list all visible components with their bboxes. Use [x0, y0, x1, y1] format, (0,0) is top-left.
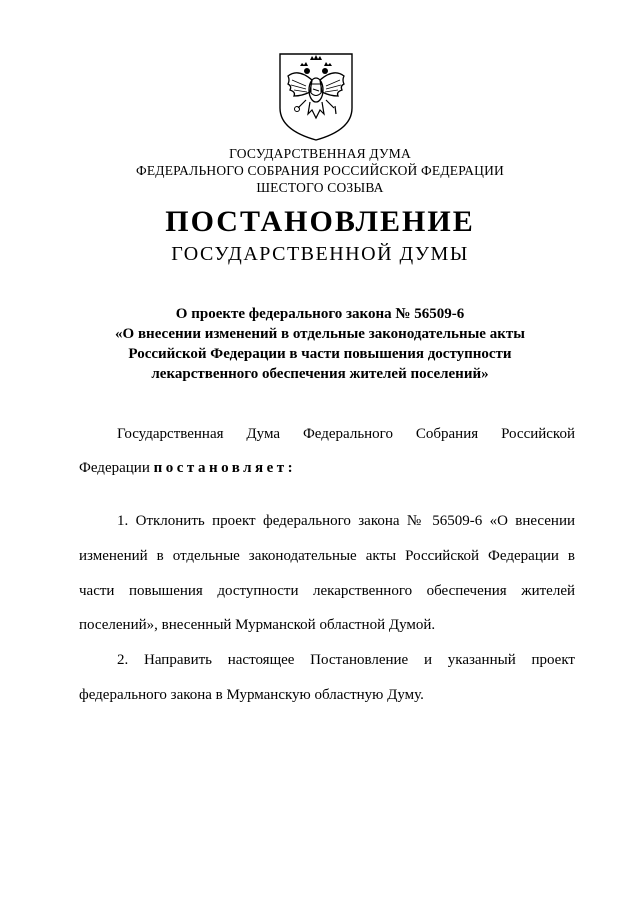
- intro-federation-word: Федерации: [79, 460, 154, 476]
- item2-line-1: 2. Направить настоящее Постановление и указанный проект: [117, 652, 575, 668]
- item1-line-3: части повышения доступности лекарственного обеспечения жителей: [79, 583, 575, 599]
- resolves-word: постановляет:: [153, 460, 297, 476]
- coat-of-arms-icon: [276, 50, 356, 142]
- subject-line-4: лекарственного обеспечения жителей поселений»: [151, 366, 489, 382]
- header-line-assembly: ФЕДЕРАЛЬНОГО СОБРАНИЯ РОССИЙСКОЙ ФЕДЕРАЦИИ: [136, 163, 504, 178]
- header-line-convocation: ШЕСТОГО СОЗЫВА: [256, 180, 384, 195]
- item1-line-2: изменений в отдельные законодательные акты Российской Федерации в: [79, 548, 575, 564]
- item2-line-2: федерального закона в Мурманскую областную Думу.: [79, 687, 424, 703]
- subject-line-2: «О внесении изменений в отдельные законодательные акты: [115, 326, 525, 342]
- document-title: ПОСТАНОВЛЕНИЕ: [165, 205, 475, 238]
- item1-line-4: поселений», внесенный Мурманской областной Думой.: [79, 617, 436, 633]
- item1-line-1: 1. Отклонить проект федерального закона № 56509-6 «О внесении: [117, 513, 575, 529]
- document-subtitle: ГОСУДАРСТВЕННОЙ ДУМЫ: [171, 243, 469, 265]
- header-line-duma: ГОСУДАРСТВЕННАЯ ДУМА: [229, 146, 411, 161]
- subject-line-1: О проекте федерального закона № 56509-6: [175, 306, 465, 322]
- intro-line-1: Государственная Дума Федерального Собрания Российской: [117, 426, 575, 442]
- intro-line-2: [79, 460, 575, 477]
- subject-line-3: Российской Федерации в части повышения доступности: [128, 346, 512, 362]
